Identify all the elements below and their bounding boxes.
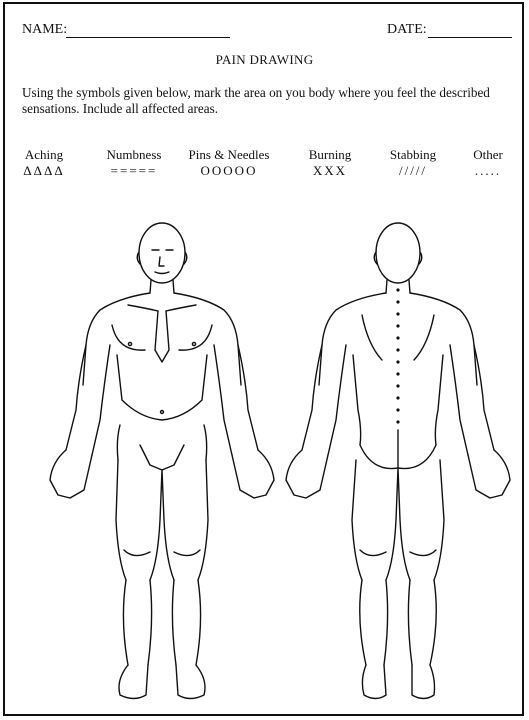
name-label: NAME: xyxy=(22,22,68,37)
body-back-outline-icon[interactable] xyxy=(286,223,510,699)
legend-symbol-pins-needles: OOOOO xyxy=(200,163,258,178)
legend-label-pins-needles: Pins & Needles xyxy=(188,147,270,162)
body-front-outline-icon[interactable] xyxy=(50,223,274,699)
legend-symbol-other: ..... xyxy=(474,163,502,178)
legend-label-numbness: Numbness xyxy=(106,147,162,162)
legend-symbol-stabbing: ///// xyxy=(398,163,428,178)
legend-symbol-aching: ΔΔΔΔ xyxy=(23,163,65,178)
legend-label-other: Other xyxy=(473,147,503,162)
legend-symbol-burning: XXX xyxy=(312,163,348,178)
date-label: DATE: xyxy=(387,22,427,37)
spine-dots xyxy=(396,288,399,423)
page-title: PAIN DRAWING xyxy=(215,52,314,67)
legend-symbol-numbness: ===== xyxy=(110,163,158,178)
legend-label-burning: Burning xyxy=(308,147,352,162)
instructions-text: Using the symbols given below, mark the area on you body where you feel the described sensations. Include all affected areas. xyxy=(22,85,490,116)
legend-label-aching: Aching xyxy=(24,147,64,162)
legend-label-stabbing: Stabbing xyxy=(389,147,437,162)
